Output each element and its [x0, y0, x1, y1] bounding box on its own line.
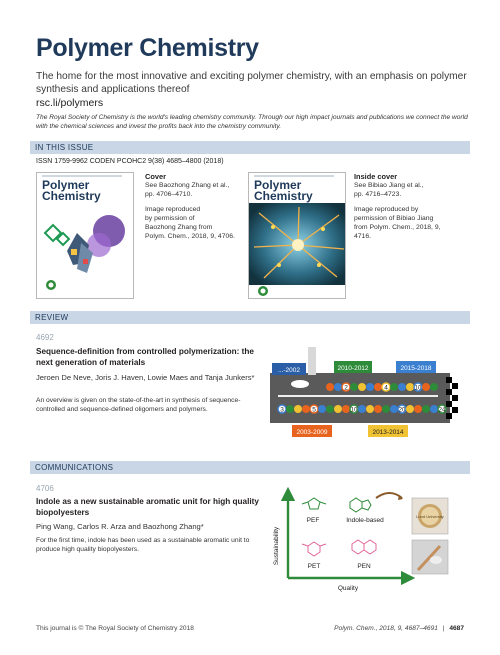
- indole-structure: [350, 498, 371, 512]
- section-label: REVIEW: [35, 312, 69, 322]
- car-icon: [291, 380, 309, 388]
- bead-label: 3: [280, 406, 284, 414]
- rsc-note: The Royal Society of Chemistry is the world's leading chemistry community. Through our high impact journals and publications we connect the world with the chemical sciences and invest the profits back into the chemistry community.: [36, 114, 468, 130]
- timeline-label-pre-2002: ...-2002: [277, 367, 301, 374]
- inside-cover-artwork: [249, 173, 346, 299]
- inside-cover-journal-name-line2: Chemistry: [254, 189, 313, 203]
- timeline-label-2015-2018: 2015-2018: [400, 365, 432, 372]
- inside-cover-see: See Bibiao Jiang et al.,: [354, 182, 424, 189]
- cover-pages: pp. 4706–4710.: [145, 191, 193, 198]
- cover-credit-1: Image reproduced: [145, 206, 201, 213]
- pet-label: PET: [307, 563, 321, 570]
- journal-subtitle: The home for the most innovative and exciting polymer chemistry, with an emphasis on polymer synthesis and applications thereof: [36, 71, 467, 95]
- cover-credit-2: by permission of: [145, 215, 195, 222]
- review-abstract: An overview is given on the state-of-the-art in synthesis of sequence-controlled and sequence-defined oligomers and polymers.: [36, 397, 241, 413]
- section-label: COMMUNICATIONS: [35, 462, 114, 472]
- timeline-label-2003-2009: 2003-2009: [296, 429, 328, 436]
- footer-copyright: This journal is © The Royal Society of Chemistry 2018: [36, 625, 194, 632]
- bead-label: 24: [438, 407, 446, 414]
- pet-structure: [302, 542, 326, 556]
- footer-separator: |: [442, 625, 445, 632]
- bead-label: 10: [414, 385, 422, 392]
- inside-cover-credit-3: from Polym. Chem., 2018, 9,: [354, 224, 441, 231]
- inside-cover-credit-2: permission of Bibiao Jiang: [354, 215, 434, 222]
- review-title[interactable]: Sequence-definition from controlled polymerization: the next generation of materials: [36, 347, 254, 367]
- inside-cover-image[interactable]: [248, 172, 346, 299]
- communications-title[interactable]: Indole as a new sustainable aromatic unit for high quality biopolyesters: [36, 497, 259, 517]
- cover-label: Cover: [145, 172, 166, 181]
- review-authors: Jeroen De Neve, Joris J. Haven, Lowie Maes and Tanja Junkers*: [36, 373, 255, 382]
- communications-graphic: [268, 486, 468, 598]
- cover-credit-4: Polym. Chem., 2018, 9, 4706.: [145, 233, 235, 240]
- issn-line: ISSN 1759-9962 CODEN PCOHC2 9(38) 4685–4800 (2018): [36, 158, 224, 165]
- bead-label: 10: [350, 407, 358, 414]
- section-label: IN THIS ISSUE: [35, 142, 94, 152]
- bead-chain-bottom: [278, 405, 446, 413]
- section-bar-in-this-issue: [30, 141, 470, 154]
- pen-label: PEN: [357, 563, 371, 570]
- footer-page-number: 4687: [449, 625, 464, 632]
- cover-credit-3: Baozhong Zhang from: [145, 224, 213, 231]
- inside-cover-pages: pp. 4716–4723.: [354, 191, 402, 198]
- footer-citation: [334, 625, 464, 632]
- bead-label: 4: [384, 384, 388, 392]
- timeline-label-2013-2014: 2013-2014: [372, 429, 404, 436]
- inside-cover-label: Inside cover: [354, 172, 398, 181]
- bead-label: 2: [344, 384, 348, 392]
- journal-url-link[interactable]: rsc.li/polymers: [36, 97, 104, 109]
- indole-label: Indole-based: [346, 517, 384, 524]
- section-bar-review: [30, 311, 470, 324]
- badge-label: Lund University: [416, 514, 444, 519]
- cover-journal-name-line1: Polymer: [42, 178, 90, 192]
- inside-cover-journal-name-line1: Polymer: [254, 178, 302, 192]
- section-bar-communications: [30, 461, 470, 474]
- review-graphic: [270, 333, 465, 443]
- journal-title: Polymer Chemistry: [36, 34, 259, 62]
- bead-label: 20: [398, 407, 406, 414]
- cover-image[interactable]: [36, 172, 134, 299]
- cover-journal-name-line2: Chemistry: [42, 189, 101, 203]
- cover-see: See Baozhong Zhang et al.,: [145, 182, 230, 189]
- inside-cover-credit-1: Image reproduced by: [354, 206, 419, 213]
- inside-cover-credit-4: 4716.: [354, 233, 372, 240]
- cover-caption: [145, 172, 240, 241]
- x-axis-label: Quality: [337, 585, 359, 592]
- footer-citation-text: Polym. Chem., 2018, 9, 4687–4691: [334, 625, 438, 632]
- pen-structure: [352, 540, 376, 554]
- curved-arrow-icon: [376, 493, 402, 498]
- inside-cover-caption: [354, 172, 464, 241]
- pef-label: PEF: [306, 517, 320, 524]
- y-axis-label: Sustainability: [273, 526, 280, 566]
- pef-structure: [302, 498, 326, 509]
- timeline-label-2010-2012: 2010-2012: [337, 365, 369, 372]
- communications-abstract: For the first time, indole has been used as a sustainable aromatic unit to produce high quality biopolyesters.: [36, 537, 250, 553]
- review-page-number: 4692: [36, 333, 54, 342]
- communications-authors: Ping Wang, Carlos R. Arza and Baozhong Zhang*: [36, 522, 204, 531]
- bead-label: 5: [312, 406, 316, 414]
- communications-page-number: 4706: [36, 484, 54, 493]
- cover-artwork: [37, 173, 134, 299]
